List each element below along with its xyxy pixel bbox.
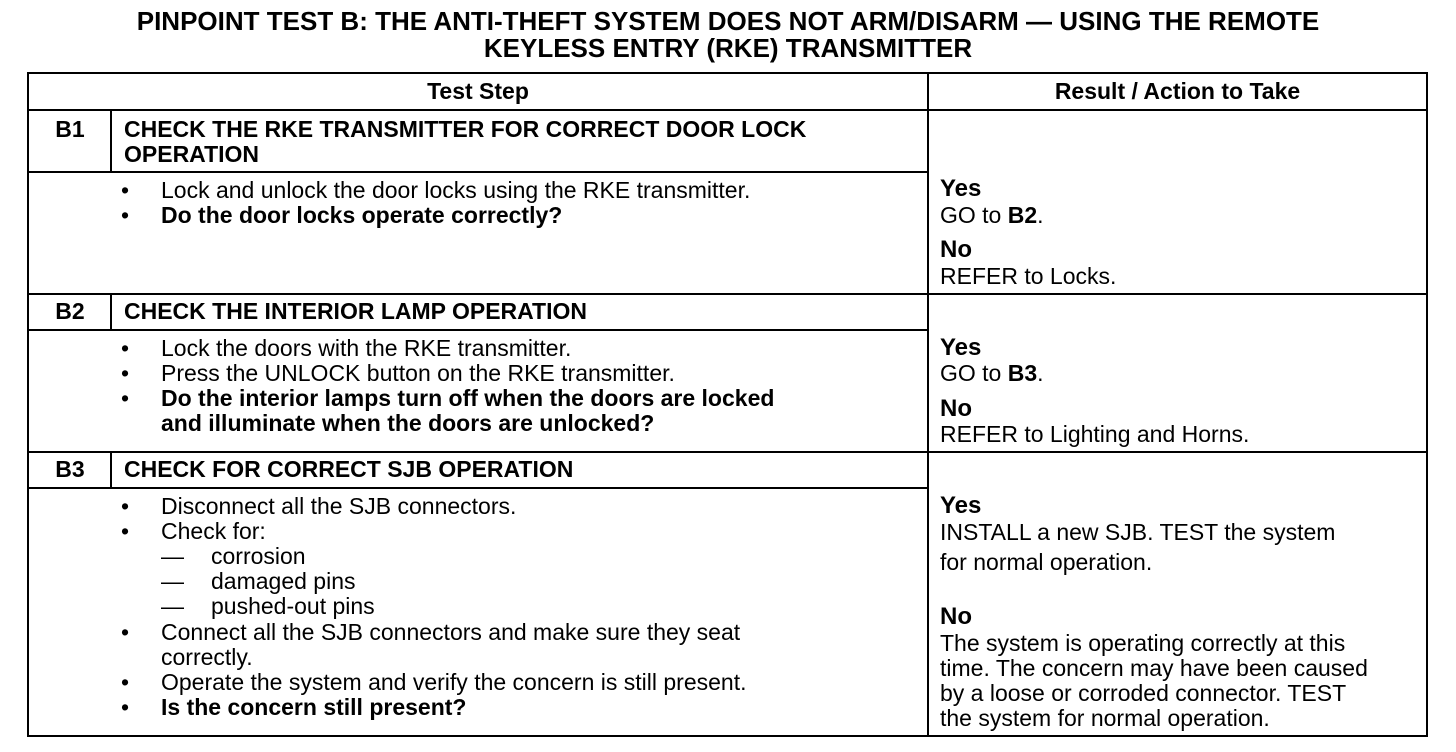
bullet-icon: • [121, 385, 130, 411]
yes-action-target: B2 [1007, 202, 1038, 228]
pinpoint-test-table [27, 72, 1428, 737]
step-b2-heading-divider [29, 329, 928, 331]
step-b1-heading-line-2: OPERATION [124, 141, 260, 167]
step-b3-no-action-line-4: the system for normal operation. [940, 705, 1270, 731]
step-b1-no-action: REFER to Locks. [940, 263, 1117, 289]
step-b3-yes-label: Yes [940, 492, 982, 519]
step-b3-yes-action-line-1: INSTALL a new SJB. TEST the system [940, 519, 1336, 545]
dash-icon: — [161, 543, 184, 569]
bullet-icon: • [121, 694, 130, 720]
step-b1-item-2: Do the door locks operate correctly? [161, 202, 563, 228]
step-b3-item-2: Check for: [161, 518, 266, 544]
yes-action-target: B3 [1007, 360, 1038, 386]
step-b2-item-3: Do the interior lamps turn off when the doors are locked [161, 385, 775, 411]
yes-action-suffix: . [1037, 360, 1044, 386]
bullet-icon: • [121, 518, 130, 544]
step-b3-item-5: Is the concern still present? [161, 694, 467, 720]
step-b3-yes-action-line-2: for normal operation. [940, 549, 1153, 575]
step-b2-heading-line-1: CHECK THE INTERIOR LAMP OPERATION [124, 298, 587, 324]
step-b3-heading-line-1: CHECK FOR CORRECT SJB OPERATION [124, 456, 574, 482]
step-b3-no-action-line-2: time. The concern may have been caused [940, 655, 1368, 681]
bullet-icon: • [121, 360, 130, 386]
step-b3-item-4: Operate the system and verify the concern is still present. [161, 669, 747, 695]
dash-icon: — [161, 593, 184, 619]
step-b3-item-3-cont: correctly. [161, 644, 253, 670]
bullet-icon: • [121, 619, 130, 645]
step-b1-yes-label: Yes [940, 175, 982, 202]
step-b2-yes-label: Yes [940, 334, 982, 361]
step-b3-no-action-line-3: by a loose or corroded connector. TEST [940, 680, 1347, 706]
yes-action-prefix: GO to [940, 202, 1008, 228]
title-line-1: PINPOINT TEST B: THE ANTI-THEFT SYSTEM DOES NOT ARM/DISARM — USING THE REMOTE [136, 6, 1320, 36]
bullet-icon: • [121, 669, 130, 695]
step-b2-no-action: REFER to Lighting and Horns. [940, 421, 1250, 447]
step-b1-heading-line-1: CHECK THE RKE TRANSMITTER FOR CORRECT DOOR LOCK [124, 116, 807, 142]
step-b2-bottom [29, 451, 1426, 453]
step-b3-subitem-1: corrosion [211, 543, 306, 569]
header-divider [29, 109, 1426, 111]
step-b2-item-1: Lock the doors with the RKE transmitter. [161, 335, 572, 361]
step-b1-no-label: No [940, 236, 972, 263]
step-b1-heading-divider [29, 171, 928, 173]
step-b3-subitem-2: damaged pins [211, 568, 356, 594]
step-b3-item-3: Connect all the SJB connectors and make sure they seat [161, 619, 741, 645]
step-b2-item-2: Press the UNLOCK button on the RKE transmitter. [161, 360, 675, 386]
title-line-2: KEYLESS ENTRY (RKE) TRANSMITTER [483, 33, 973, 63]
step-b2-no-label: No [940, 395, 972, 422]
header-result: Result / Action to Take [1054, 78, 1301, 104]
column-divider [927, 74, 929, 735]
step-b2-item-3-cont: and illuminate when the doors are unlocked? [161, 410, 655, 436]
step-b3-no-action-line-1: The system is operating correctly at this [940, 630, 1346, 656]
bullet-icon: • [121, 335, 130, 361]
step-b1-item-1: Lock and unlock the door locks using the RKE transmitter. [161, 177, 751, 203]
step-b3-id: B3 [55, 456, 85, 482]
step-b1-id: B1 [55, 116, 85, 142]
yes-action-suffix: . [1037, 202, 1044, 228]
dash-icon: — [161, 568, 184, 594]
header-test-step: Test Step [427, 78, 529, 104]
step-b3-heading-divider [29, 487, 928, 489]
step-b3-item-1: Disconnect all the SJB connectors. [161, 493, 517, 519]
step-b3-no-label: No [940, 603, 972, 630]
step-b1-bottom [29, 293, 1426, 295]
step-b2-yes-action [940, 361, 1044, 386]
step-b1-yes-action [940, 203, 1044, 228]
bullet-icon: • [121, 177, 130, 203]
yes-action-prefix: GO to [940, 360, 1008, 386]
step-b3-subitem-3: pushed-out pins [211, 593, 375, 619]
step-b2-id: B2 [55, 298, 85, 324]
bullet-icon: • [121, 202, 130, 228]
page-title [0, 8, 1456, 62]
bullet-icon: • [121, 493, 130, 519]
